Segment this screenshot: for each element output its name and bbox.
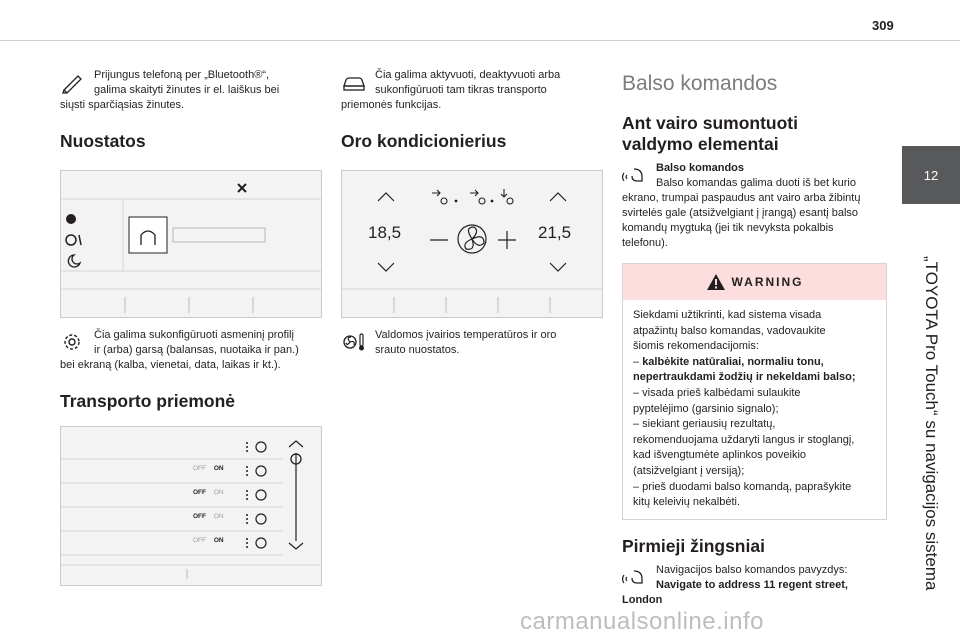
warning-line: šiomis rekomendacijomis:	[633, 340, 759, 353]
ac-screen-illustration	[341, 170, 603, 318]
vehicle-line-2: sukonfigūruoti tam tikras transporto	[375, 84, 547, 96]
warning-line: – visada prieš kalbėdami sulaukite	[633, 386, 801, 399]
voice-line-2: ekrano, trumpai paspaudus ant vairo arba žibintų	[622, 192, 861, 204]
warning-line: nepertraukdami žodžių ir nekeldami balso;	[633, 371, 856, 384]
warning-line: rekomenduojama uždaryti langus ir stoglangį,	[633, 433, 855, 446]
example-paragraph	[622, 563, 887, 608]
chapter-tab: 12	[902, 146, 960, 204]
warning-line: – siekiant geriausių rezultatų,	[633, 418, 776, 431]
toggle-off-label: OFF	[193, 465, 206, 472]
toggle-row-2[interactable]	[193, 489, 224, 496]
warning-line: atpažintų balso komandas, vadovaukite	[633, 324, 826, 337]
settings-line-1: Čia galima sukonfigūruoti asmeninį profilį	[94, 329, 294, 341]
warning-line: kitų keleivių nekalbėti.	[633, 496, 741, 509]
car-icon	[341, 70, 369, 94]
settings-screen-drawing	[61, 171, 321, 317]
toggle-off-label: OFF	[193, 537, 206, 544]
messages-paragraph	[60, 68, 322, 113]
settings-screen-illustration	[60, 170, 322, 318]
warning-line: pyptelėjimo (garsinio signalo);	[633, 402, 779, 415]
messages-line-3: siųsti sparčiąsias žinutes.	[60, 99, 185, 111]
first-steps-heading: Pirmieji žingsniai	[622, 535, 765, 556]
column-left	[60, 68, 322, 586]
voice-line-5: telefonu).	[622, 237, 668, 249]
steering-controls-heading-1: Ant vairo sumontuoti	[622, 113, 798, 133]
voice-commands-title: Balso komandos	[622, 72, 778, 95]
warning-line: (atsižvelgiant į versiją);	[633, 464, 745, 477]
example-line-1: Navigacijos balso komandos pavyzdys:	[656, 563, 848, 576]
chapter-title-text: „TOYOTA Pro Touch“ su navigacijos sistema	[922, 255, 941, 591]
toggle-row-4[interactable]	[193, 537, 224, 544]
toggle-off-label: OFF	[193, 489, 206, 496]
temp-right-value: 21,5	[538, 223, 572, 242]
warning-box	[622, 263, 887, 520]
warning-line: kad išvengtumėte aplinkos poveikio	[633, 449, 807, 462]
warning-dash: –	[633, 355, 643, 368]
page-number: 309	[872, 18, 894, 33]
warning-triangle-icon	[706, 273, 726, 291]
example-line-2: Navigate to address 11 regent street,	[656, 578, 848, 591]
steering-controls-heading-2: valdymo elementai	[622, 134, 779, 154]
chapter-title-vertical	[902, 206, 960, 640]
ac-line-2: srauto nuostatos.	[375, 344, 460, 356]
toggle-on-label: ON	[213, 489, 224, 496]
ac-line-1: Valdomos įvairios temperatūros ir oro	[375, 329, 557, 341]
column-middle	[341, 68, 603, 358]
vehicle-line-3: priemonės funkcijas.	[341, 99, 442, 111]
voice-commands-subhead: Balso komandos	[656, 162, 745, 174]
warning-line: – prieš duodami balso komandą, paprašykite	[633, 480, 852, 493]
climate-icon	[341, 330, 369, 354]
voice-line-3: svirtelės gale (atsižvelgiant į įrangą) esantį balso	[622, 207, 859, 219]
voice-line-1: Balso komandas galima duoti iš bet kurio	[656, 177, 856, 189]
ac-screen-drawing	[342, 171, 602, 317]
messages-line-1: Prijungus telefoną per „Bluetooth®“,	[94, 69, 270, 81]
example-line-3: London	[622, 593, 663, 606]
temp-left-value: 18,5	[368, 223, 402, 242]
warning-line: Siekdami užtikrinti, kad sistema visada	[633, 309, 822, 321]
settings-heading: Nuostatos	[60, 131, 146, 151]
warning-body	[623, 300, 886, 519]
vehicle-paragraph	[341, 68, 603, 113]
toggle-on-label: ON	[213, 513, 224, 520]
voice-line-4: komandų mygtuką (jei tik nevyksta pokalbis	[622, 222, 834, 234]
settings-paragraph	[60, 328, 322, 373]
toggle-row-3[interactable]	[193, 513, 224, 520]
ac-heading: Oro kondicionierius	[341, 131, 507, 151]
warning-line	[633, 355, 876, 371]
voice-command-icon	[622, 163, 650, 187]
header-rule	[0, 40, 960, 41]
vehicle-heading: Transporto priemonė	[60, 391, 236, 411]
toggle-on-label: ON	[213, 465, 224, 472]
vehicle-screen-illustration	[60, 426, 322, 586]
settings-line-3: bei ekraną (kalba, vienetai, data, laikas ir kt.).	[60, 359, 281, 371]
warning-bold-text: kalbėkite natūraliai, normaliu tonu,	[642, 355, 824, 368]
toggle-on-label: ON	[213, 537, 224, 544]
vehicle-screen-drawing	[61, 427, 321, 585]
warning-label: WARNING	[731, 275, 804, 289]
ac-paragraph	[341, 328, 603, 358]
voice-commands-paragraph	[622, 161, 887, 251]
watermark: carmanualsonline.info	[520, 608, 764, 635]
settings-line-2: ir (arba) garsą (balansas, nuotaika ir pan.)	[94, 344, 299, 356]
vehicle-line-1: Čia galima aktyvuoti, deaktyvuoti arba	[375, 69, 561, 81]
warning-header	[623, 264, 886, 300]
note-pencil-icon	[60, 70, 88, 94]
toggle-row-1[interactable]	[193, 465, 224, 472]
toggle-off-label: OFF	[193, 513, 206, 520]
settings-gear-icon	[60, 330, 88, 354]
voice-command-icon	[622, 565, 650, 589]
messages-line-2: galima skaityti žinutes ir el. laiškus bei	[94, 84, 280, 96]
column-right	[622, 68, 887, 608]
